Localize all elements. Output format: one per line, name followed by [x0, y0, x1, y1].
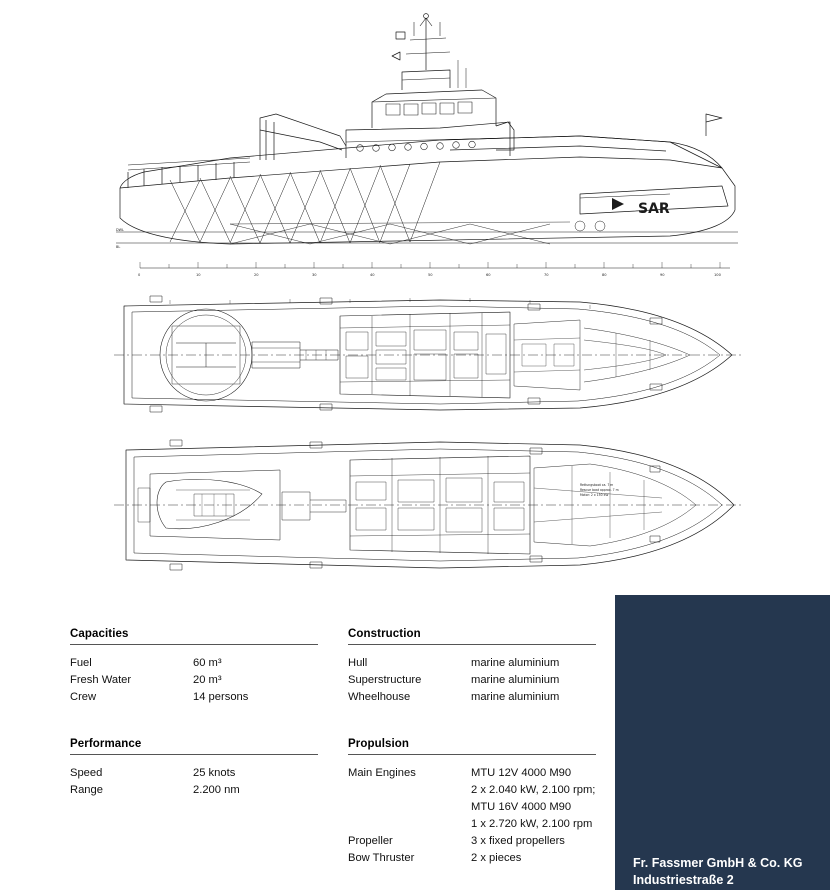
spec-value: 60 m³ — [193, 657, 222, 669]
spec-key: Propeller — [348, 835, 393, 847]
svg-text:100: 100 — [714, 273, 721, 277]
vessel-mark-text: SAR — [638, 201, 670, 217]
spec-value: 1 x 2.720 kW, 2.100 rpm — [471, 818, 593, 830]
svg-text:Rettungsboot ca. 7 m: Rettungsboot ca. 7 m — [580, 483, 614, 487]
spec-value: marine aluminium — [471, 691, 560, 703]
spec-key: Wheelhouse — [348, 691, 411, 703]
spec-row — [348, 672, 596, 689]
spec-value: MTU 16V 4000 M90 — [471, 801, 572, 813]
spec-key: Hull — [348, 657, 368, 669]
spec-row — [70, 765, 318, 782]
company-address-block — [633, 855, 823, 889]
spec-key: Crew — [70, 691, 97, 703]
spec-value: 2 x pieces — [471, 852, 522, 864]
propulsion-column — [348, 738, 596, 867]
svg-text:10: 10 — [196, 273, 201, 277]
svg-text:70: 70 — [544, 273, 549, 277]
lower-deck-plan-drawing — [110, 428, 750, 583]
svg-text:0: 0 — [138, 273, 141, 277]
spec-row — [70, 689, 318, 706]
propulsion-title: Propulsion — [348, 738, 596, 755]
svg-text:50: 50 — [428, 273, 433, 277]
company-name: Fr. Fassmer GmbH & Co. KG — [633, 856, 803, 870]
capacities-title: Capacities — [70, 628, 318, 645]
spec-row — [348, 782, 596, 799]
spec-row — [348, 689, 596, 706]
spec-row — [348, 799, 596, 816]
svg-text:80: 80 — [602, 273, 607, 277]
spec-row — [348, 850, 596, 867]
spec-value: 14 persons — [193, 691, 249, 703]
spec-value: 20 m³ — [193, 674, 222, 686]
spec-key: Superstructure — [348, 674, 422, 686]
spec-row — [70, 655, 318, 672]
construction-column — [348, 628, 596, 706]
company-street: Industriestraße 2 — [633, 873, 734, 887]
svg-text:Rescue boat approx. 7 m: Rescue boat approx. 7 m — [580, 488, 619, 492]
svg-text:BL: BL — [116, 245, 121, 249]
construction-title: Construction — [348, 628, 596, 645]
spec-row — [70, 672, 318, 689]
lower-deck-plan-svg — [110, 428, 750, 583]
profile-view-svg — [110, 10, 750, 285]
svg-text:Motor: 2 x 150 kW: Motor: 2 x 150 kW — [580, 493, 609, 497]
spec-value: marine aluminium — [471, 674, 560, 686]
main-deck-plan-drawing — [110, 288, 750, 423]
spec-row — [70, 782, 318, 799]
spec-row — [348, 765, 596, 782]
svg-text:DWL: DWL — [116, 228, 124, 232]
spec-value: marine aluminium — [471, 657, 560, 669]
spec-value: 3 x fixed propellers — [471, 835, 565, 847]
spec-key: Speed — [70, 767, 103, 779]
spec-key: Range — [70, 784, 103, 796]
svg-text:60: 60 — [486, 273, 491, 277]
svg-text:20: 20 — [254, 273, 259, 277]
spec-value: 2.200 nm — [193, 784, 240, 796]
svg-text:90: 90 — [660, 273, 665, 277]
spec-key: Bow Thruster — [348, 852, 415, 864]
spec-group-one — [70, 628, 605, 706]
spec-row — [348, 833, 596, 850]
spec-key: Main Engines — [348, 767, 416, 779]
performance-title: Performance — [70, 738, 318, 755]
spec-row — [348, 816, 596, 833]
spec-value: 25 knots — [193, 767, 236, 779]
main-deck-plan-svg — [110, 288, 750, 423]
group-spacer — [70, 706, 605, 738]
performance-column — [70, 738, 318, 867]
spec-value: 2 x 2.040 kW, 2.100 rpm; — [471, 784, 596, 796]
spec-value: MTU 12V 4000 M90 — [471, 767, 572, 779]
profile-view-drawing — [110, 10, 750, 285]
specification-panel — [0, 595, 615, 890]
specification-columns — [70, 628, 605, 867]
spec-key: Fuel — [70, 657, 92, 669]
spec-group-two — [70, 738, 605, 867]
svg-text:40: 40 — [370, 273, 375, 277]
spec-row — [348, 655, 596, 672]
spec-key: Fresh Water — [70, 674, 132, 686]
capacities-column — [70, 628, 318, 706]
svg-text:30: 30 — [312, 273, 317, 277]
